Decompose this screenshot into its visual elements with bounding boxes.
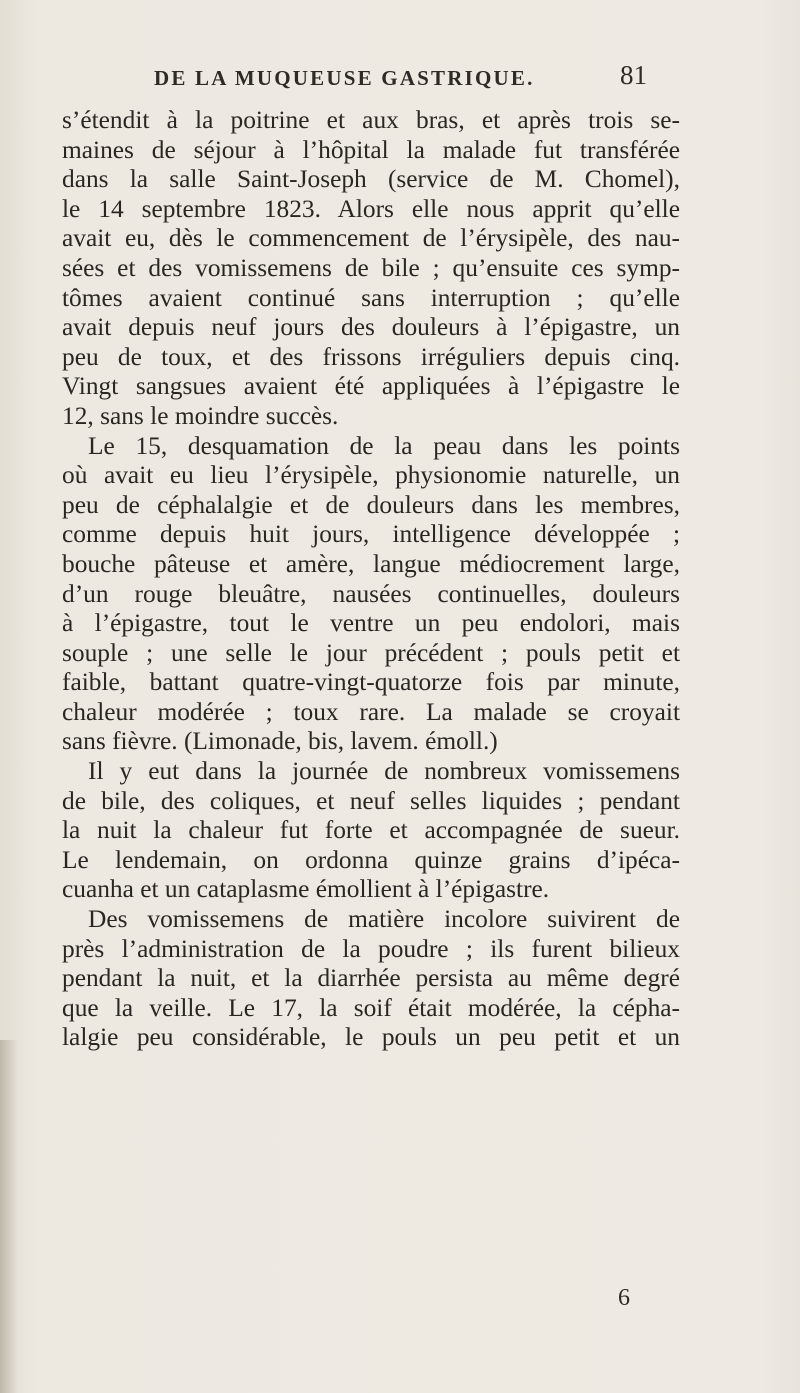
text-line: d’un rouge bleuâtre, nausées continuelles, douleurs: [62, 579, 680, 608]
text-line: Vingt sangsues avaient été appliquées à l’épigastre le: [62, 372, 680, 401]
page-number: 81: [620, 60, 647, 90]
text-line: Il y eut dans la journée de nombreux vomissemens: [88, 757, 680, 786]
text-line: peu de toux, et des frissons irréguliers depuis cinq.: [62, 342, 680, 371]
text-line: que la veille. Le 17, la soif était modérée, la cépha-: [62, 993, 680, 1022]
text-line: 12, sans le moindre succès.: [62, 401, 339, 430]
text-line: la nuit la chaleur fut forte et accompagnée de sueur.: [62, 816, 680, 845]
text-line: souple ; une selle le jour précédent ; pouls petit et: [62, 638, 680, 667]
text-line: le 14 septembre 1823. Alors elle nous apprit qu’elle: [62, 194, 680, 223]
text-line: s’étendit à la poitrine et aux bras, et après trois se-: [62, 106, 680, 134]
page-header: [0, 62, 800, 98]
text-line: avait eu, dès le commencement de l’érysipèle, des nau-: [62, 224, 680, 253]
text-line: à l’épigastre, tout le ventre un peu endolori, mais: [62, 609, 680, 638]
text-line: faible, battant quatre-vingt-quatorze fois par minute,: [62, 668, 680, 697]
running-title: DE LA MUQUEUSE GASTRIQUE.: [154, 66, 535, 90]
text-line: de bile, des coliques, et neuf selles liquides ; pendant: [62, 786, 680, 815]
text-line: chaleur modérée ; toux rare. La malade se croyait: [62, 697, 680, 726]
text-line: cuanha et un cataplasme émollient à l’épigastre.: [62, 875, 550, 904]
text-line: pendant la nuit, et la diarrhée persista au même degré: [62, 964, 680, 993]
text-line: bouche pâteuse et amère, langue médiocrement large,: [62, 549, 680, 578]
text-line: lalgie peu considérable, le pouls un peu petit et un: [62, 1023, 680, 1052]
text-line: comme depuis huit jours, intelligence développée ;: [62, 520, 680, 549]
text-line: où avait eu lieu l’érysipèle, physionomie naturelle, un: [62, 461, 680, 490]
page-edge-shadow: [0, 1040, 18, 1393]
text-line: avait depuis neuf jours des douleurs à l’épigastre, un: [62, 313, 680, 342]
signature-mark: 6: [618, 1285, 630, 1311]
text-line: Le lendemain, on ordonna quinze grains d’ipéca-: [62, 845, 680, 874]
text-line: près l’administration de la poudre ; ils furent bilieux: [62, 934, 680, 963]
text-line: dans la salle Saint-Joseph (service de M. Chomel),: [62, 165, 680, 194]
text-line: Des vomissemens de matière incolore suivirent de: [88, 905, 680, 934]
text-line: sans fièvre. (Limonade, bis, lavem. émoll.): [62, 727, 498, 756]
text-line: tômes avaient continué sans interruption ; qu’elle: [62, 283, 680, 312]
text-line: maines de séjour à l’hôpital la malade fut transférée: [62, 135, 680, 164]
text-line: peu de céphalalgie et de douleurs dans les membres,: [62, 490, 680, 519]
body-text: [62, 106, 680, 1053]
text-line: Le 15, desquamation de la peau dans les points: [88, 431, 680, 460]
text-line: sées et des vomissemens de bile ; qu’ensuite ces symp-: [62, 253, 680, 282]
